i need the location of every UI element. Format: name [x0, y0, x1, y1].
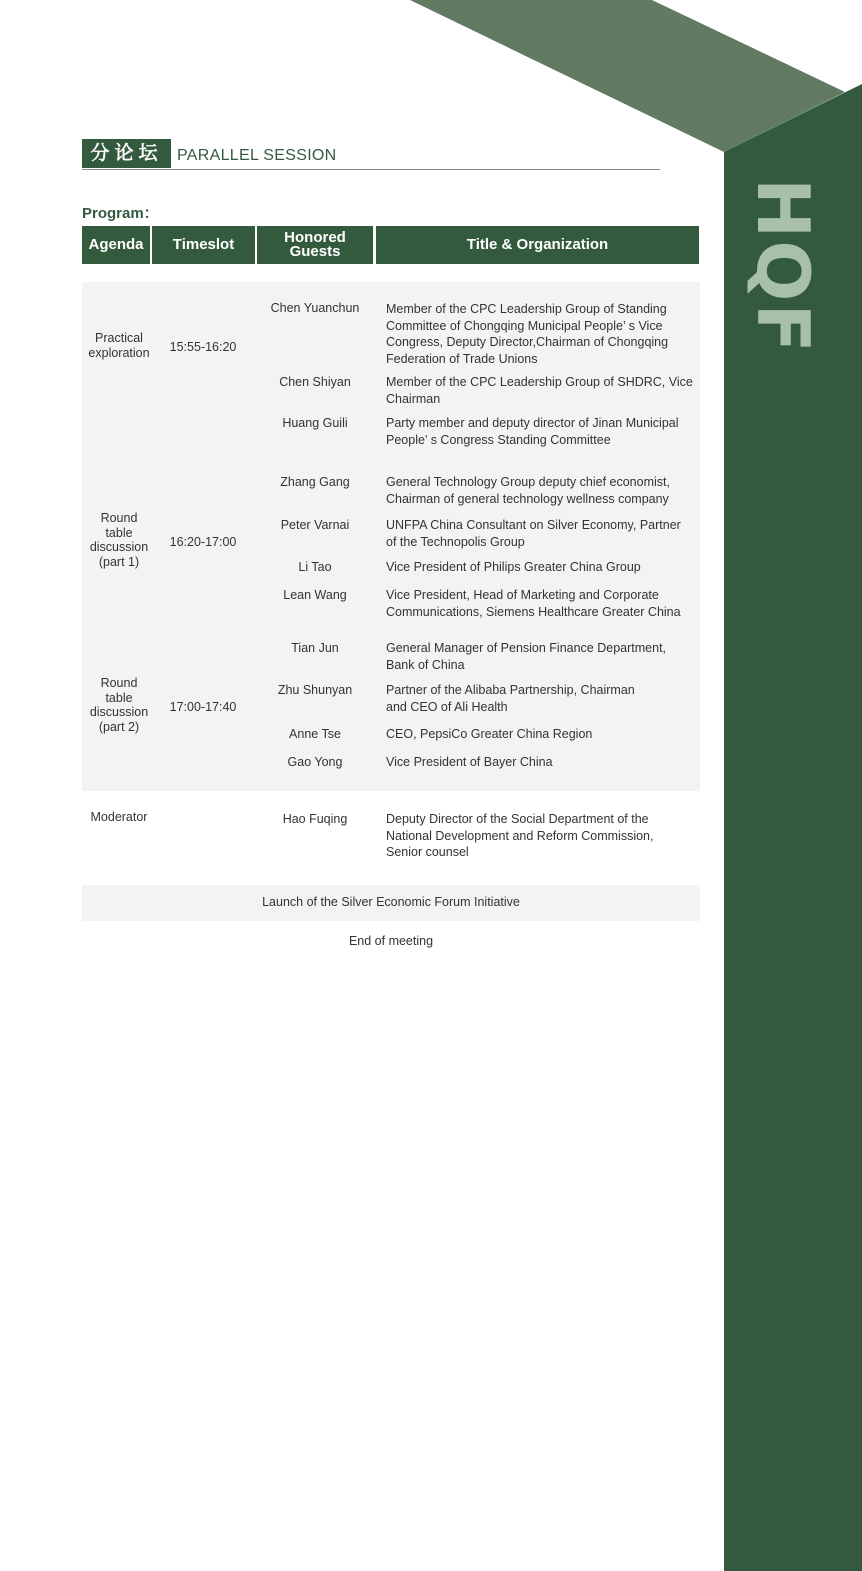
guest-title: [386, 640, 700, 673]
title-line: General Technology Group deputy chief economist,: [386, 475, 670, 489]
header-guests: [257, 226, 373, 264]
session-title-cn: 分论坛: [82, 139, 171, 168]
agenda-cell: [82, 511, 156, 569]
session-title-en: PARALLEL SESSION: [177, 147, 337, 164]
agenda-line: Round: [100, 511, 138, 525]
timeslot-cell: 17:00-17:40: [169, 700, 237, 714]
agenda-line: table: [105, 525, 133, 540]
moderator-label: Moderator: [90, 810, 148, 824]
guest-title: [386, 682, 700, 715]
guest-name: Li Tao: [298, 560, 332, 574]
title-line: People’ s Congress Standing Committee: [386, 432, 611, 447]
guest-title: [386, 474, 700, 507]
title-line: Deputy Director of the Social Department of the: [386, 812, 649, 826]
title-line: and CEO of Ali Health: [386, 699, 508, 714]
agenda-cell: [82, 331, 156, 360]
header-title-org: Title & Organization: [376, 226, 699, 264]
session-title-bar: [82, 139, 660, 170]
guest-name: Chen Yuanchun: [270, 301, 360, 315]
agenda-line: table: [105, 690, 133, 705]
title-line: Vice President, Head of Marketing and Corporate: [386, 588, 659, 602]
guest-title: [386, 587, 700, 620]
guest-title: [386, 559, 700, 576]
guest-title: [386, 415, 700, 448]
title-line: Bank of China: [386, 657, 465, 672]
title-line: Chairman: [386, 391, 441, 406]
header-timeslot: Timeslot: [152, 226, 255, 264]
title-line: Congress, Deputy Director,Chairman of Chongqing: [386, 335, 669, 349]
agenda-line: (part 2): [98, 719, 140, 734]
header-agenda: Agenda: [82, 226, 150, 264]
title-line: Senior counsel: [386, 845, 469, 859]
title-line: of the Technopolis Group: [386, 534, 525, 549]
guest-name: Gao Yong: [287, 755, 343, 769]
guest-name: Huang Guili: [282, 416, 348, 430]
guest-name: Tian Jun: [291, 641, 339, 655]
title-line: Party member and deputy director of Jinan Municipal: [386, 416, 679, 430]
title-line: CEO, PepsiCo Greater China Region: [386, 727, 593, 741]
title-line: Communications, Siemens Healthcare Greater China: [386, 604, 681, 619]
title-line: Partner of the Alibaba Partnership, Chairman: [386, 683, 635, 697]
guest-name: Zhang Gang: [280, 475, 350, 489]
title-line: National Development and Reform Commission,: [386, 828, 654, 843]
agenda-line: (part 1): [98, 554, 140, 569]
title-line: Vice President of Philips Greater China Group: [386, 560, 641, 574]
agenda-line: Practical: [95, 331, 143, 345]
timeslot-cell: 15:55-16:20: [169, 340, 237, 354]
end-row: End of meeting: [348, 934, 434, 948]
hqf-side-mark: HQF: [741, 178, 825, 355]
guest-title: [386, 301, 700, 367]
moderator-title: [386, 811, 700, 861]
agenda-line: discussion: [89, 540, 149, 554]
title-line: Federation of Trade Unions: [386, 351, 538, 366]
agenda-line: Round: [100, 676, 138, 690]
moderator-name: Hao Fuqing: [282, 812, 348, 826]
header-guests-line1: Honored: [284, 229, 346, 246]
guest-name: Zhu Shunyan: [277, 683, 353, 697]
guest-title: [386, 726, 700, 743]
guest-name: Peter Varnai: [280, 518, 350, 532]
guest-name: Chen Shiyan: [279, 375, 351, 389]
program-label: Program：: [82, 205, 159, 222]
guest-name: Anne Tse: [289, 727, 341, 741]
title-line: UNFPA China Consultant on Silver Economy, Partner: [386, 518, 681, 532]
title-line: Member of the CPC Leadership Group of SHDRC, Vice: [386, 375, 693, 389]
guest-title: [386, 754, 700, 771]
timeslot-cell: 16:20-17:00: [169, 535, 237, 549]
launch-row: Launch of the Silver Economic Forum Initiative: [262, 895, 520, 909]
guest-title: [386, 517, 700, 550]
guest-name: Lean Wang: [283, 588, 347, 602]
title-line: Chairman of general technology wellness company: [386, 491, 669, 506]
agenda-line: discussion: [89, 705, 149, 719]
agenda-cell: [82, 676, 156, 734]
title-line: Committee of Chongqing Municipal People’ s Vice: [386, 318, 663, 333]
header-guests-line2: Guests: [289, 243, 341, 260]
title-line: Member of the CPC Leadership Group of Standing: [386, 302, 667, 316]
guest-title: [386, 374, 700, 407]
title-line: General Manager of Pension Finance Department,: [386, 641, 667, 655]
agenda-line: exploration: [88, 345, 150, 360]
title-line: Vice President of Bayer China: [386, 755, 553, 769]
